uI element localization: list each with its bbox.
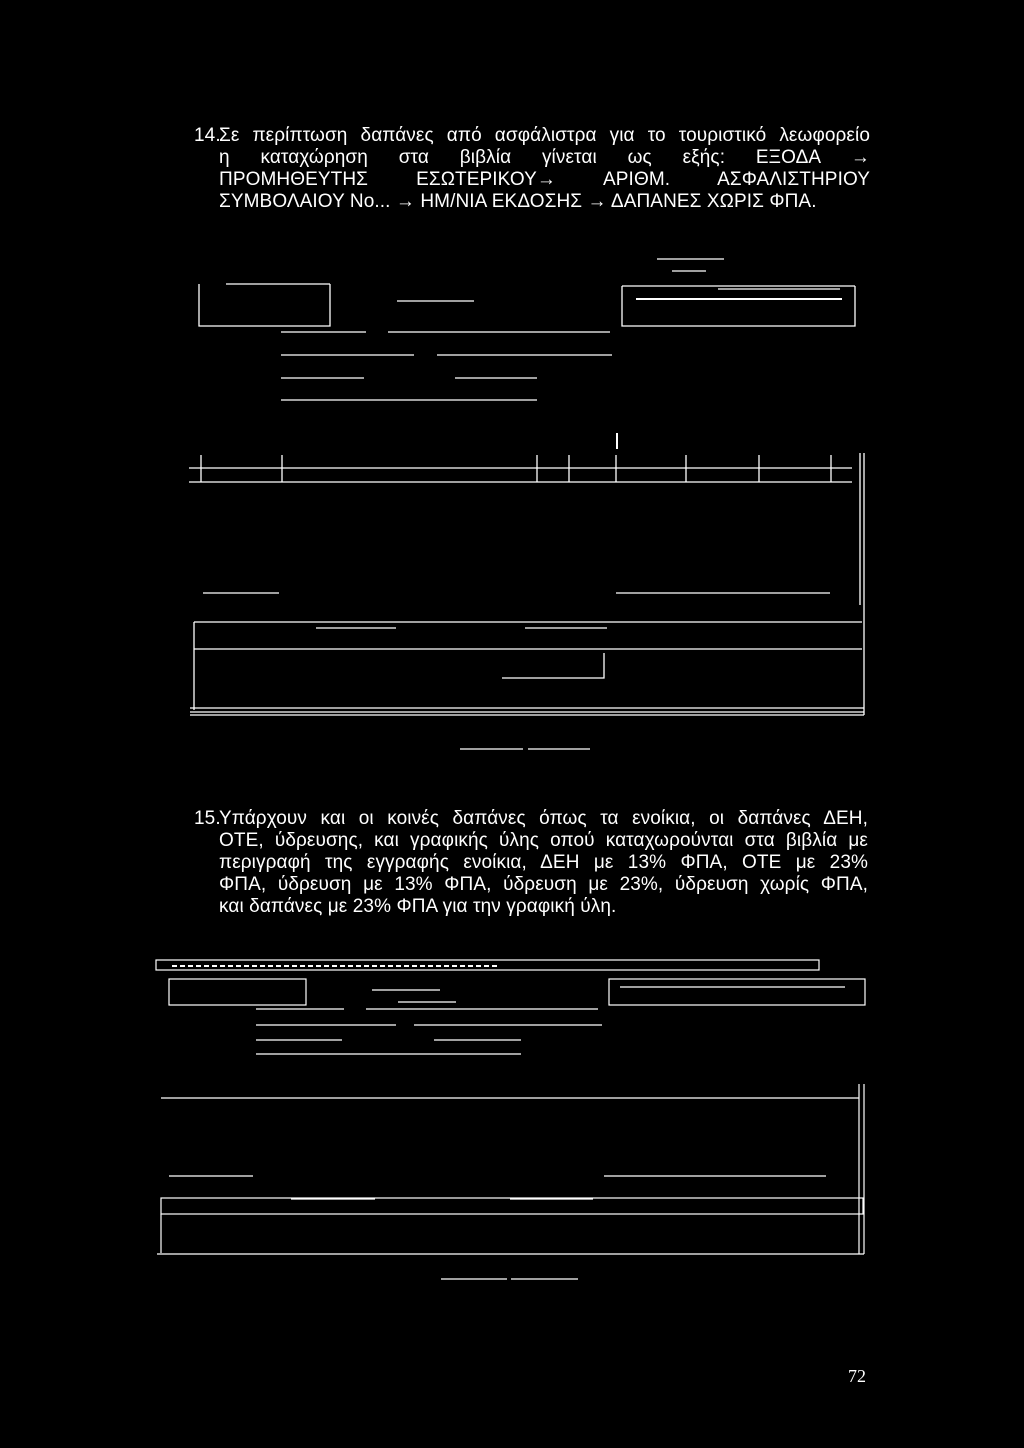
item-15-line-4: ΦΠΑ, ύδρευση με 13% ΦΠΑ, ύδρευση με 23%, ύδρευση χωρίς ΦΠΑ, — [219, 874, 868, 895]
item-14-line-3: ΠΡΟΜΗΘΕΥΤΗΣ ΕΣΩΤΕΡΙΚΟΥ→ ΑΡΙΘΜ. ΑΣΦΑΛΙΣΤΗΡΙΟΥ — [219, 169, 870, 190]
item-15-line-2: ΟΤΕ, ύδρευσης, και γραφικής ύλης οπού καταχωρούνται στα βιβλία με — [219, 830, 868, 851]
page-number: 72 — [848, 1366, 866, 1386]
item-15-line-1: Υπάρχουν και οι κοινές δαπάνες όπως τα ενοίκια, οι δαπάνες ΔΕΗ, — [219, 808, 868, 829]
item-14-number: 14. — [194, 125, 221, 146]
item-14-line-4: ΣΥΜΒΟΛΑΙΟΥ Νο... → ΗΜ/ΝΙΑ ΕΚΔΟΣΗΣ → ΔΑΠΑΝΕΣ ΧΩΡΙΣ ΦΠΑ. — [219, 191, 817, 212]
item-14-line-2: η καταχώρηση στα βιβλία γίνεται ως εξής: ΕΞΟΔΑ → — [219, 147, 870, 168]
item-15-number: 15. — [194, 808, 221, 829]
item-15-line-3: περιγραφή της εγγραφής ενοίκια, ΔΕΗ με 13% ΦΠΑ, ΟΤΕ με 23% — [219, 852, 868, 873]
item-14-line-1: Σε περίπτωση δαπάνες από ασφάλιστρα για το τουριστικό λεωφορείο — [219, 125, 870, 146]
item-15-line-5: και δαπάνες με 23% ΦΠΑ για την γραφική ύλη. — [219, 896, 617, 917]
